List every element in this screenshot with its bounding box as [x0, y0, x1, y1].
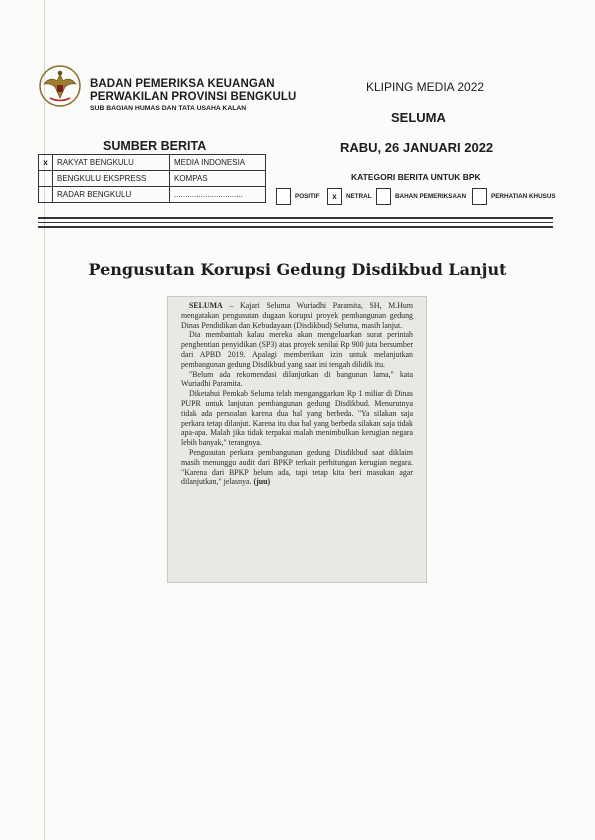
source-option: RADAR BENGKULU: [53, 187, 170, 203]
source-option: RAKYAT BENGKULU: [53, 155, 170, 171]
category-positif: [276, 188, 320, 205]
category-checkbox: [376, 188, 391, 205]
sources-table: [38, 154, 266, 203]
org-branch: PERWAKILAN PROVINSI BENGKULU: [90, 91, 297, 103]
category-netral: [327, 188, 372, 205]
category-label: NETRAL: [346, 193, 372, 200]
article-paragraph: Diketahui Pemkab Seluma telah menganggarkan Rp 1 miliar di Dinas PUPR untuk lanjutan pembangunan gedung Disdikbud. Menurutnya tidak ada persoalan karena dua hal yang berbeda. "Ya silakan saja perkara tetap dilanjut. Karena itu dua hal yang berbeda silakan saja tidak apa-apa. Malah jika tidak terpakai malah menimbulkan kerugian negara lebih banyak," terangnya.: [181, 389, 413, 448]
category-label: BAHAN PEMERIKSAAN: [395, 193, 467, 200]
org-name: BADAN PEMERIKSA KEUANGAN: [90, 78, 275, 90]
category-checkbox: [276, 188, 291, 205]
category-checkbox: [472, 188, 487, 205]
org-subdivision: SUB BAGIAN HUMAS DAN TATA USAHA KALAN: [90, 105, 247, 112]
source-option: KOMPAS: [170, 171, 266, 187]
source-option: BENGKULU EKSPRESS: [53, 171, 170, 187]
source-row: [39, 187, 266, 203]
header-divider: [38, 226, 553, 228]
category-bahan-pemeriksaan: [376, 188, 466, 205]
source-checkbox: x: [39, 155, 53, 171]
article-paragraph: [181, 448, 413, 487]
source-checkbox: [39, 187, 53, 203]
article-text: – Kajari Seluma Wuriadhi Paramita, SH, M.Hum mengatakan pengusutan dugaan korupsi proyek pembangunan gedung Dinas Pendidikan dan Kebudayaan (Disdikbud) Seluma, masih lanjut.: [181, 301, 413, 330]
article-dateline: SELUMA: [189, 301, 223, 310]
article-paragraph: Dia membantah kalau mereka akan mengeluarkan surat perintah penghentian penyidikan (SP3) atas proyek senilai Rp 900 juta bersumber dari APBD 2019. Apalagi memberikan izin untuk melanjutkan pembangunan gedung Disdikbud yang saat ini tengah dilidik itu.: [181, 330, 413, 369]
author-initials: (juu): [253, 477, 271, 487]
source-other-blank: ...............................: [170, 187, 266, 203]
category-label: PERHATIAN KHUSUS: [491, 193, 556, 200]
category-title: KATEGORI BERITA UNTUK BPK: [351, 172, 481, 182]
header-divider: [38, 222, 553, 223]
category-label: POSITIF: [295, 193, 320, 200]
article-text: Pengusutan perkara pembangunan gedung Disdikbud saat diklaim masih menunggu audit dari BPKP terkait perhitungan kerugian negara. "Karena dari BPKP belum ada, tapi tetap kita beri masukan agar dilanjutkan," jelasnya.: [181, 447, 413, 487]
source-option: MEDIA INDONESIA: [170, 155, 266, 171]
page-margin-line: [44, 0, 45, 840]
article-body: [181, 301, 413, 487]
source-row: [39, 171, 266, 187]
article-paragraph: [181, 301, 413, 330]
header-divider: [38, 217, 553, 219]
region-name: SELUMA: [391, 110, 446, 125]
category-perhatian-khusus: [472, 188, 556, 205]
category-checkbox: x: [327, 188, 342, 205]
source-row: [39, 155, 266, 171]
source-checkbox: [39, 171, 53, 187]
bpk-emblem-logo: [38, 64, 82, 108]
publication-date: RABU, 26 JANUARI 2022: [340, 140, 494, 155]
article-headline: Pengusutan Korupsi Gedung Disdikbud Lanjut: [88, 260, 507, 279]
sources-title: SUMBER BERITA: [103, 139, 207, 153]
article-paragraph: "Belum ada rekomendasi dilanjutkan di bangunan lama," kata Wuriadhi Paramita.: [181, 369, 413, 389]
kliping-title: KLIPING MEDIA 2022: [366, 80, 485, 94]
